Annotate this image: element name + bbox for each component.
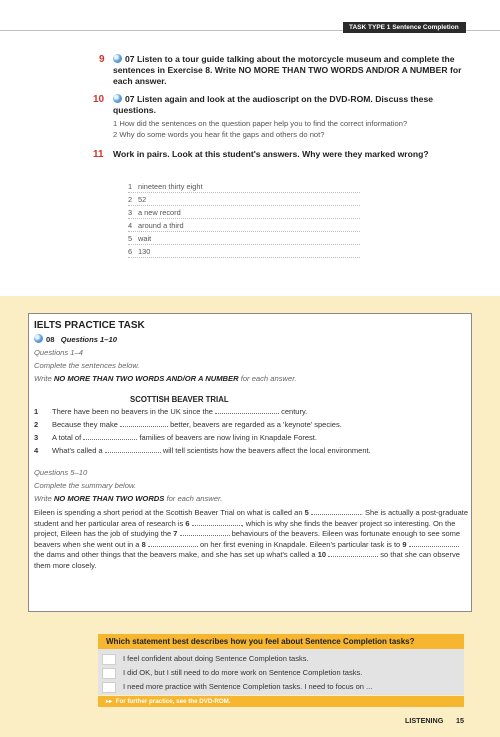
question-11-text: Work in pairs. Look at this student's answers. Why were they marked wrong? [113,149,429,159]
statement-header: Which statement best describes how you feel about Sentence Completion tasks? [98,634,464,649]
question-10-text: 07 Listen again and look at the audioscript on the DVD-ROM. Discuss these [113,94,473,105]
answer-row: 3 a new record [128,207,360,219]
question-10-text-line2: questions. [113,105,156,115]
question-9-text-line2: sentences in Exercise 8. Write NO MORE THAN TWO WORDS AND/OR A NUMBER for [113,65,462,75]
audio-cd-icon[interactable] [113,94,122,103]
question-11-number: 11 [93,149,104,160]
statement-option-3[interactable]: I need more practice with Sentence Completion tasks. I need to focus on ... [98,680,464,694]
page-number: 15 [456,716,464,725]
audio-cd-icon[interactable] [34,334,43,343]
answer-row: 4 around a third [128,220,360,232]
part2-write-instruction: Write NO MORE THAN TWO WORDS for each answer. [34,494,223,503]
answer-row: 5 wait [128,233,360,245]
question-9-number: 9 [99,54,105,65]
part1-range: Questions 1–4 [34,348,83,357]
summary-paragraph: Eileen is spending a short period at the Scottish Beaver Trial on what is called an 5 . She is actually a post-graduate student and her particular area of research is 6 , which is why she finds the beaver project so interesting. On the project, Eileen has the job of studying the 7 behaviours of the beavers. Eileen was fortunate enough to see some beavers when she went out in a 8 on her first evening in Knapdale. Eileen's particular task is to 9 the dams and other things that the beavers make, and she has set up what's called a 10 so that she can observe them more closely. [34,508,469,570]
part1-instruction: Complete the sentences below. [34,361,140,370]
practice-title: IELTS PRACTICE TASK [34,320,145,331]
question-10-number: 10 [93,94,105,105]
checkbox[interactable] [102,654,116,665]
task-type-tab: TASK TYPE 1 Sentence Completion [343,22,466,33]
double-arrow-icon: ▸▸ [106,698,113,705]
answer-row: 2 52 [128,194,360,206]
sentence-1: 1 There have been no beavers in the UK since the century. [34,407,308,416]
part2-instruction: Complete the summary below. [34,481,137,490]
sentence-2: 2 Because they make better, beavers are regarded as a 'keynote' species. [34,420,342,429]
question-9-text: 07 Listen to a tour guide talking about the motorcycle museum and complete the [113,54,473,65]
statement-footer: ▸▸ For further practice, see the DVD-ROM. [98,696,464,707]
sentence-3: 3 A total of families of beavers are now living in Knapdale Forest. [34,433,317,442]
sentence-4: 4 What's called a will tell scientists how the beavers affect the local environment. [34,446,371,455]
practice-track: 08 Questions 1–10 [34,334,117,345]
question-9-text-line3: each answer. [113,76,167,86]
section-label: LISTENING [405,716,444,725]
part2-range: Questions 5–10 [34,468,88,477]
checkbox[interactable] [102,682,116,693]
part1-write-instruction: Write NO MORE THAN TWO WORDS AND/OR A NUMBER for each answer. [34,374,297,383]
statement-option-2[interactable]: I did OK, but I still need to do more work on Sentence Completion tasks. [98,666,464,680]
practice-subtitle: SCOTTISH BEAVER TRIAL [130,395,229,404]
question-10-item-2: 2 Why do some words you hear fit the gaps and others do not? [113,130,325,139]
answer-row: 6 130 [128,246,360,258]
checkbox[interactable] [102,668,116,679]
statement-option-1[interactable]: I feel confident about doing Sentence Completion tasks. [98,652,464,666]
answer-row: 1 nineteen thirty eight [128,181,360,193]
audio-cd-icon[interactable] [113,54,122,63]
question-10-item-1: 1 How did the sentences on the question paper help you to find the correct information? [113,119,408,128]
